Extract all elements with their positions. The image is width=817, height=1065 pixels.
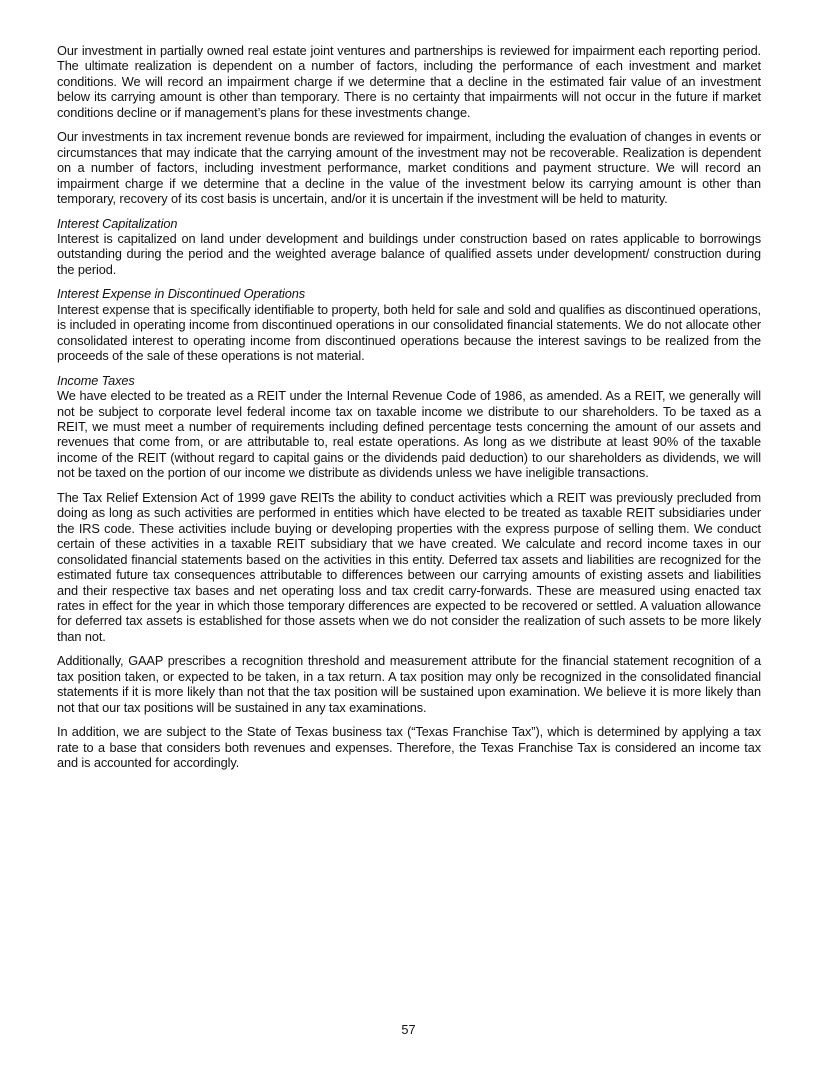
section-heading: Interest Capitalization [57,215,178,231]
page-number: 57 [401,1022,416,1037]
paragraph-tax-relief-act: The Tax Relief Extension Act of 1999 gave REITs the ability to conduct activities which a REIT was previously precluded from doing as long as such activities are performed in entities which have elected to be treated as taxable REIT subsidiaries under the IRS code. These activities include buying or developing properties with the express purpose of selling them. We conduct certain of these activities in a taxable REIT subsidiary that we have created. We calculate and record income taxes in our consolidated financial statements based on the activities in this entity. Deferred tax assets and liabilities are recognized for the estimated future tax consequences attributable to differences between our carrying amounts of existing assets and liabilities and their respective tax bases and net operating loss and tax credit carry-forwards. These are measured using enacted tax rates in effect for the year in which those temporary differences are expected to be recovered or settled. A valuation allowance for deferred tax assets is established for those assets when we do not consider the realization of such assets to be more likely than not. [57,489,761,644]
section-income-taxes [57,373,761,481]
paragraph-gaap-recognition: Additionally, GAAP prescribes a recognition threshold and measurement attribute for the financial statement recognition of a tax position taken, or expected to be taken, in a tax return. A tax position may only be recognized in the consolidated financial statements if it is more likely than not that the tax position will be sustained upon examination. We believe it is more likely than not that our tax positions will be sustained in any tax examinations. [57,653,761,715]
section-interest-expense-discontinued [57,286,761,363]
section-paragraph: Interest is capitalized on land under development and buildings under construction based on rates applicable to borrowings outstanding during the period and the weighted average balance of qualified assets under development/ construction during the period. [57,230,761,277]
section-paragraph: We have elected to be treated as a REIT under the Internal Revenue Code of 1986, as amended. As a REIT, we generally will not be subject to corporate level federal income tax on taxable income we distribute to our shareholders. To be taxed as a REIT, we must meet a number of requirements including defined percentage tests concerning the amount of our assets and revenues that come from, or are attributable to, real estate operations. As long as we distribute at least 90% of the taxable income of the REIT (without regard to capital gains or the dividends paid deduction) to our shareholders as dividends, we will not be taxed on the portion of our income we distribute as dividends unless we have ineligible transactions. [57,388,761,481]
section-heading: Interest Expense in Discontinued Operations [57,286,306,302]
paragraph-tax-increment-bonds: Our investments in tax increment revenue bonds are reviewed for impairment, including the evaluation of changes in events or circumstances that may indicate that the carrying amount of the investment may not be recoverable. Realization is dependent on a number of factors, including investment performance, market conditions and payment structure. We will record an impairment charge if we determine that a decline in the value of the investment below its carrying amount is other than temporary, recovery of its cost basis is uncertain, and/or it is uncertain if the investment will be held to maturity. [57,129,761,207]
section-heading: Income Taxes [57,372,135,388]
paragraph-texas-franchise-tax: In addition, we are subject to the State of Texas business tax (“Texas Franchise Tax”), which is determined by applying a tax rate to a base that considers both revenues and expenses. Therefore, the Texas Franchise Tax is considered an income tax and is accounted for accordingly. [57,724,761,771]
section-paragraph: Interest expense that is specifically identifiable to property, both held for sale and sold and qualifies as discontinued operations, is included in operating income from discontinued operations in our consolidated financial statements. We do not allocate other consolidated interest to operating income from discontinued operations because the interest savings to be realized from the proceeds of the sale of these operations is not material. [57,301,761,364]
section-interest-capitalization [57,216,761,278]
paragraph-joint-venture-impairment: Our investment in partially owned real estate joint ventures and partnerships is reviewed for impairment each reporting period. The ultimate realization is dependent on a number of factors, including the performance of each investment and market conditions. We will record an impairment charge if we determine that a decline in the estimated fair value of an investment below its carrying amount is other than temporary. There is no certainty that impairments will not occur in the future if market conditions decline or if management’s plans for these investments change. [57,43,761,120]
document-body [57,43,761,779]
